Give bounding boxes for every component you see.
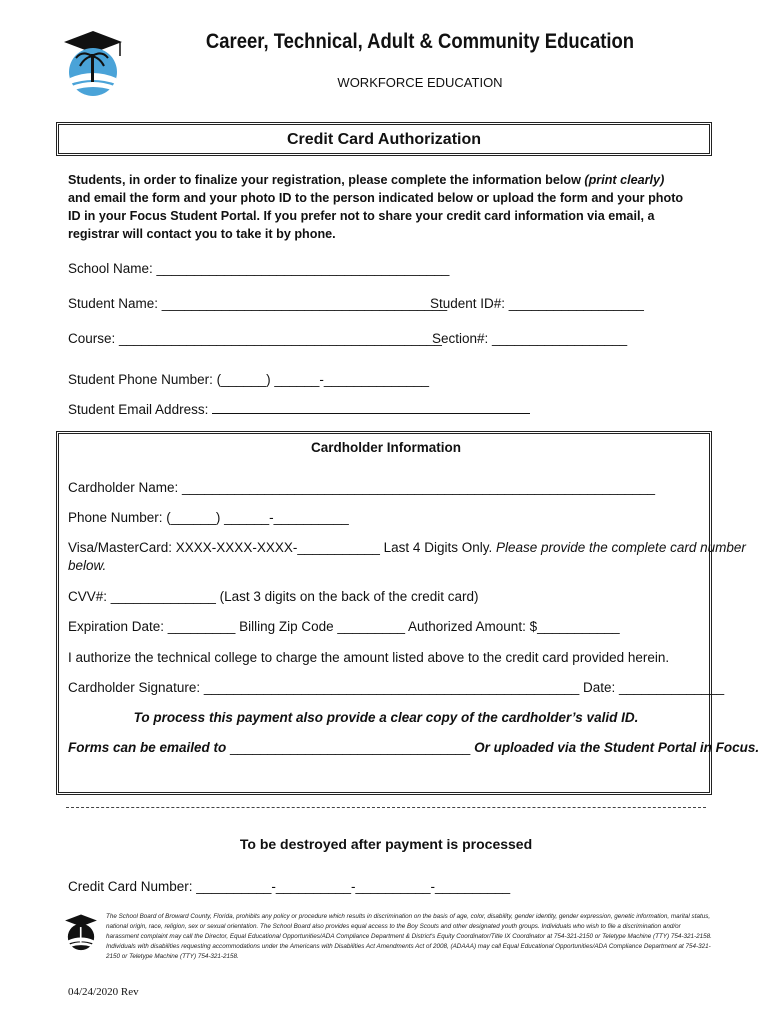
email-recipient-blank[interactable]: ________________________________ (230, 740, 471, 755)
intro-emphasis: (print clearly) (584, 172, 665, 187)
cardholder-name-field[interactable]: Cardholder Name: _______________________________________________________________ (68, 480, 656, 495)
page-title: Career, Technical, Adult & Community Education (205, 30, 635, 53)
email-instructions (68, 740, 759, 755)
card-note: Please provide the complete card number (495, 540, 746, 555)
student-email-label: Student Email Address: (68, 402, 209, 417)
student-id-field[interactable]: Student ID#: __________________ (430, 296, 644, 311)
destroy-notice: To be destroyed after payment is processed (239, 836, 533, 852)
course-field[interactable]: Course: ___________________________________________ (68, 331, 442, 346)
student-email-field[interactable] (68, 402, 530, 417)
school-logo-icon (62, 28, 124, 98)
footer-logo-icon (64, 912, 98, 952)
student-phone-field[interactable]: Student Phone Number: (______) ______-______________ (68, 372, 430, 387)
intro-text-1: Students, in order to finalize your registration, please complete the information below (68, 172, 585, 187)
email-instructions-b: Or uploaded via the Student Portal in Focus. (470, 740, 760, 755)
credit-card-number-field[interactable]: Credit Card Number: __________-__________-__________-__________ (68, 879, 511, 894)
card-line-text: Visa/MasterCard: XXXX-XXXX-XXXX-___________ Last 4 Digits Only. (68, 540, 496, 555)
revision-date: 04/24/2020 Rev (68, 986, 139, 998)
section-field[interactable]: Section#: __________________ (432, 331, 628, 346)
form-title: Credit Card Authorization (56, 122, 712, 156)
school-name-field[interactable]: School Name: _______________________________________ (68, 261, 450, 276)
authorization-statement: I authorize the technical college to charge the amount listed above to the credit card provided herein. (68, 650, 670, 665)
email-instructions-a: Forms can be emailed to (68, 740, 231, 755)
nondiscrimination-notice: The School Board of Broward County, Florida, prohibits any policy or procedure which results in discrimination on the basis of age, color, disability, gender identity, gender expression, genetic information, marital status, national origin, race, religion, sex or sexual orientation. The School Board also provides equal access to the Boy Scouts and other designated youth groups. Individuals who wish to file a discrimination and/or harassment complaint may call the Director, Equal Educational Opportunities/ADA Compliance Department & District's Equity Coordinator/Title IX Coordinator at 754-321-2150 or Teletype Machine (TTY) 754-321-2158. Individuals with disabilities requesting accommodations under the Americans with Disabilities Act Amendments Act of 2008, (ADAAA) may call Equal Educational Opportunities/ADA Compliance Department at 754-321-2150 or Teletype Machine (TTY) 754-321-2158. (106, 913, 712, 960)
student-email-blank[interactable] (212, 412, 530, 414)
cardholder-heading: Cardholder Information (310, 440, 461, 455)
card-number-last4-field[interactable] (68, 540, 746, 555)
intro-paragraph (68, 171, 689, 243)
cardholder-phone-field[interactable]: Phone Number: (______) ______-__________ (68, 510, 349, 525)
cvv-field[interactable]: CVV#: ______________ (Last 3 digits on the back of the credit card) (68, 589, 479, 604)
intro-text-2: and email the form and your photo ID to the person indicated below or upload the form and your photo ID in your Focus Student Portal. If you prefer not to share your credit card information via email, a registrar will contact you to take it by phone. (68, 190, 684, 241)
expiration-zip-amount-field[interactable]: Expiration Date: _________ Billing Zip Code _________ Authorized Amount: $___________ (68, 619, 620, 634)
process-note: To process this payment also provide a clear copy of the cardholder’s valid ID. (133, 710, 639, 725)
student-name-field[interactable]: Student Name: ______________________________________ (68, 296, 448, 311)
card-note-continued: below. (68, 558, 107, 573)
page-subtitle: WORKFORCE EDUCATION (337, 75, 503, 90)
cardholder-signature-field[interactable]: Cardholder Signature: __________________________________________________ Date: ______________ (68, 680, 725, 695)
cut-line-divider (66, 807, 706, 808)
